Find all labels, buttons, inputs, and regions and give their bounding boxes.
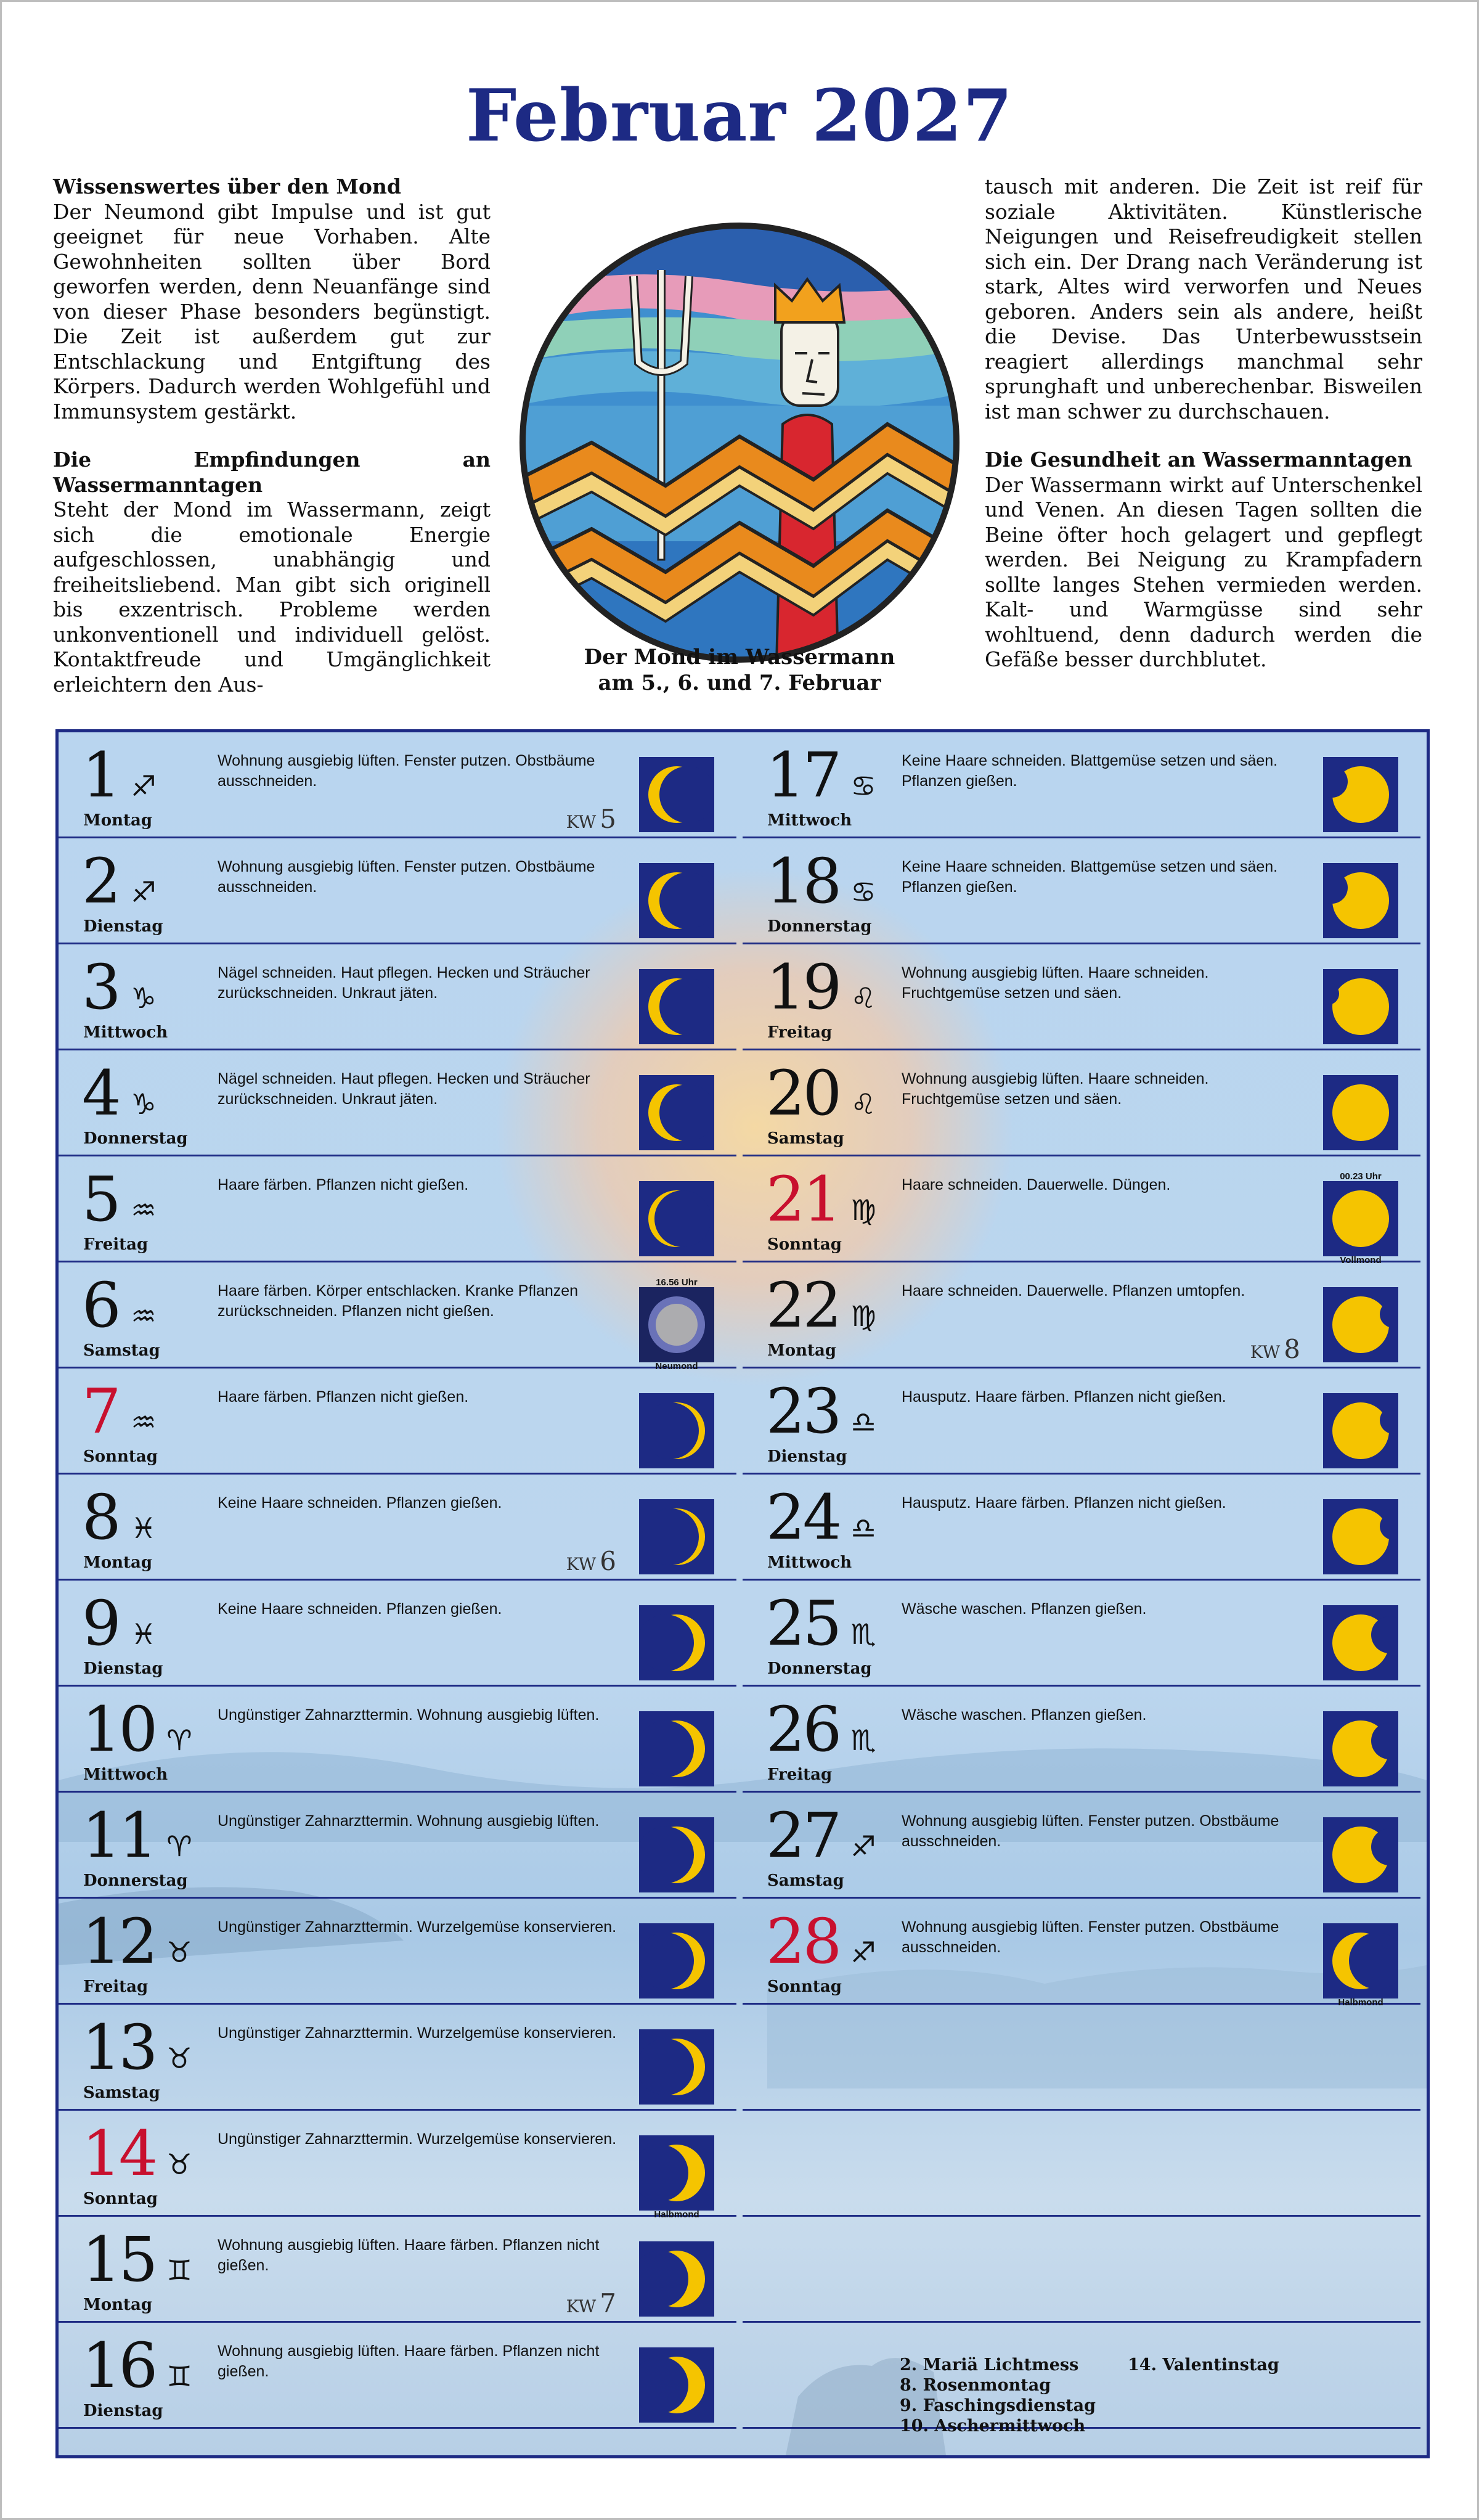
moon-phase-icon [639, 969, 714, 1044]
day-row [59, 2111, 736, 2220]
calendar-week [566, 2288, 616, 2318]
holidays-right [1128, 2355, 1279, 2375]
aquarius-icon: ♒ [131, 1405, 157, 1439]
capricorn-icon: ♑ [131, 981, 157, 1015]
calendar-week-label: KW [566, 2296, 597, 2317]
day-row [59, 838, 736, 944]
weekday-label: Freitag [767, 1765, 833, 1784]
day-number: 2 [82, 845, 119, 917]
holidays-left [900, 2355, 1096, 2436]
moon-phase-icon [639, 2135, 714, 2211]
day-number: 15 [82, 2223, 156, 2296]
aquarius-icon: ♒ [131, 1299, 157, 1333]
day-number: 26 [766, 1693, 840, 1765]
weekday-label: Samstag [83, 2084, 160, 2102]
day-row [59, 2217, 736, 2323]
moon-phase-icon [1323, 969, 1398, 1044]
weekday-label: Donnerstag [767, 1659, 872, 1678]
weekday-label: Mittwoch [767, 1553, 852, 1572]
pisces-icon: ♓ [131, 1512, 157, 1545]
moon-phase-icon [639, 863, 714, 938]
day-row [743, 1050, 1420, 1156]
calendar-week-number: 5 [600, 804, 616, 834]
moon-phase-icon [1323, 863, 1398, 938]
right-heading-2: Die Gesundheit an Wassermanntagen [985, 448, 1412, 472]
day-row [743, 1262, 1420, 1368]
empty-row-line [743, 2215, 1420, 2217]
day-number: 21 [766, 1163, 840, 1235]
moon-phase-icon [639, 2029, 714, 2105]
day-number: 17 [766, 739, 840, 811]
moon-phase-icon [639, 1075, 714, 1150]
leo-icon: ♌ [850, 1087, 876, 1121]
holiday-item: 2. Mariä Lichtmess [900, 2355, 1079, 2375]
day-row [59, 944, 736, 1050]
moon-phase-icon [1323, 1287, 1398, 1362]
weekday-label: Dienstag [83, 917, 163, 936]
weekday-label: Montag [83, 1553, 153, 1572]
right-text-column [985, 174, 1422, 696]
day-note: Haare schneiden. Dauerwelle. Düngen. [902, 1176, 1171, 1193]
day-note: Wohnung ausgiebig lüften. Fenster putzen. Obstbäume ausschneiden. [902, 1918, 1279, 1956]
pisces-icon: ♓ [131, 1618, 157, 1651]
calendar-week-label: KW [566, 812, 597, 832]
day-note: Haare färben. Körper entschlacken. Kranke Pflanzen zurückschneiden. Pflanzen nicht gießen. [218, 1282, 579, 1320]
day-number: 3 [82, 951, 119, 1023]
moon-phase-label: Halbmond [654, 2209, 699, 2220]
holiday-item: 8. Rosenmontag [900, 2376, 1051, 2395]
day-number: 24 [766, 1481, 840, 1553]
calendar-week [1250, 1334, 1300, 1364]
leo-icon: ♌ [850, 981, 876, 1015]
weekday-label: Mittwoch [83, 1023, 168, 1042]
weekday-label: Dienstag [83, 1659, 163, 1678]
weekday-label: Mittwoch [83, 1765, 168, 1784]
moon-phase-label: Halbmond [1338, 1997, 1383, 2008]
moon-phase-icon [1323, 1817, 1398, 1892]
day-note: Ungünstiger Zahnarzttermin. Wurzelgemüse konservieren. [218, 2024, 617, 2042]
day-row [743, 732, 1420, 838]
weekday-label: Montag [767, 1341, 837, 1360]
moon-time: 00.23 Uhr [1340, 1171, 1382, 1182]
day-row [743, 1156, 1420, 1266]
weekday-label: Sonntag [767, 1235, 842, 1254]
weekday-label: Sonntag [83, 2190, 158, 2208]
calendar-week [566, 804, 616, 834]
sagittarius-icon: ♐ [131, 769, 157, 803]
weekday-label: Sonntag [83, 1447, 158, 1466]
medallion-caption [567, 644, 912, 696]
page-title: Februar 2027 [466, 74, 1013, 158]
day-number: 5 [82, 1163, 119, 1235]
right-paragraph-2: Der Wassermann wirkt auf Unterschenkel und Venen. An diesen Tagen sollten die Beine öfter hoch gelagert und gepflegt werden. Bei Neigung zu Krampfadern sollte langes Stehen vermieden werden. Kalt- und Warmgüsse sind sehr wohltuend, denn dadurch werden die Gefäße besser durchblutet. [985, 472, 1422, 671]
calendar-grid [55, 729, 1430, 2458]
day-note: Wäsche waschen. Pflanzen gießen. [902, 1706, 1147, 1724]
holiday-item: 9. Faschingsdienstag [900, 2396, 1096, 2415]
cancer-icon: ♋ [850, 769, 876, 803]
weekday-label: Samstag [767, 1129, 844, 1148]
day-row [59, 2323, 736, 2429]
day-note: Nägel schneiden. Haut pflegen. Hecken und Sträucher zurückschneiden. Unkraut jäten. [218, 964, 590, 1002]
day-row [743, 1368, 1420, 1475]
day-note: Haare färben. Pflanzen nicht gießen. [218, 1176, 469, 1193]
day-note: Wohnung ausgiebig lüften. Haare färben. Pflanzen nicht gießen. [218, 2342, 600, 2380]
day-row [743, 1475, 1420, 1581]
weekday-label: Mittwoch [767, 811, 852, 830]
moon-phase-icon [639, 1817, 714, 1892]
calendar-week-label: KW [1250, 1342, 1281, 1362]
day-note: Ungünstiger Zahnarzttermin. Wurzelgemüse konservieren. [218, 1918, 617, 1936]
day-note: Wohnung ausgiebig lüften. Fenster putzen. Obstbäume ausschneiden. [218, 858, 595, 896]
moon-phase-icon [639, 1711, 714, 1786]
day-number: 18 [766, 845, 840, 917]
day-note: Hausputz. Haare färben. Pflanzen nicht gießen. [902, 1494, 1226, 1512]
weekday-label: Montag [83, 811, 153, 830]
day-number: 25 [766, 1587, 840, 1659]
weekday-label: Freitag [83, 1978, 149, 1996]
day-row [743, 838, 1420, 944]
calendar-week-number: 7 [600, 2288, 616, 2318]
moon-phase-icon [1323, 1499, 1398, 1574]
day-note: Keine Haare schneiden. Blattgemüse setzen und säen. Pflanzen gießen. [902, 858, 1278, 896]
day-note: Ungünstiger Zahnarzttermin. Wohnung ausgiebig lüften. [218, 1812, 600, 1830]
aquarius-medallion-illustration [518, 221, 961, 665]
calendar-week-label: KW [566, 1554, 597, 1574]
day-row [743, 1581, 1420, 1687]
moon-phase-icon [639, 2241, 714, 2317]
day-row [743, 1899, 1420, 2008]
taurus-icon: ♉ [166, 2042, 192, 2075]
day-row [59, 732, 736, 838]
scorpio-icon: ♏ [850, 1618, 876, 1651]
day-note: Wohnung ausgiebig lüften. Fenster putzen. Obstbäume ausschneiden. [902, 1812, 1279, 1850]
moon-phase-icon [1323, 1923, 1398, 1998]
moon-phase-icon [639, 1181, 714, 1256]
day-number: 27 [766, 1799, 840, 1872]
day-row [59, 1475, 736, 1581]
caption-line-2: am 5., 6. und 7. Februar [598, 671, 881, 695]
left-text-column [53, 174, 491, 721]
sagittarius-icon: ♐ [850, 1936, 876, 1969]
day-row [59, 1581, 736, 1687]
day-row [59, 1156, 736, 1262]
day-row [59, 2005, 736, 2111]
day-number: 28 [766, 1905, 840, 1978]
day-number: 4 [82, 1057, 119, 1129]
weekday-label: Dienstag [767, 1447, 847, 1466]
moon-phase-icon [639, 1393, 714, 1468]
day-note: Hausputz. Haare färben. Pflanzen nicht gießen. [902, 1388, 1226, 1405]
day-note: Keine Haare schneiden. Pflanzen gießen. [218, 1600, 502, 1618]
day-note: Haare schneiden. Dauerwelle. Pflanzen umtopfen. [902, 1282, 1245, 1299]
day-note: Ungünstiger Zahnarzttermin. Wohnung ausgiebig lüften. [218, 1706, 600, 1724]
weekday-label: Donnerstag [83, 1872, 188, 1890]
day-note: Haare färben. Pflanzen nicht gießen. [218, 1388, 469, 1405]
day-note: Wäsche waschen. Pflanzen gießen. [902, 1600, 1147, 1618]
day-number: 22 [766, 1269, 840, 1341]
gemini-icon: ♊ [166, 2254, 192, 2287]
day-note: Wohnung ausgiebig lüften. Fenster putzen. Obstbäume ausschneiden. [218, 752, 595, 790]
aquarius-icon: ♒ [131, 1193, 157, 1227]
moon-phase-icon [1323, 1711, 1398, 1786]
day-number: 8 [82, 1481, 119, 1553]
day-number: 1 [82, 739, 119, 811]
day-number: 9 [82, 1587, 119, 1659]
left-heading-1: Wissenswertes über den Mond [53, 174, 401, 198]
moon-phase-label: Neumond [655, 1361, 698, 1372]
weekday-label: Freitag [83, 1235, 149, 1254]
day-row [743, 944, 1420, 1050]
day-number: 13 [82, 2011, 156, 2084]
caption-line-1: Der Mond im Wassermann [584, 645, 895, 669]
day-number: 23 [766, 1375, 840, 1447]
cancer-icon: ♋ [850, 875, 876, 909]
taurus-icon: ♉ [166, 2148, 192, 2181]
day-row [59, 1793, 736, 1899]
scorpio-icon: ♏ [850, 1724, 876, 1757]
calendar-week [566, 1546, 616, 1576]
day-row [59, 1687, 736, 1793]
gemini-icon: ♊ [166, 2360, 192, 2393]
moon-phase-icon [639, 757, 714, 832]
day-row [743, 1687, 1420, 1793]
day-row [59, 1368, 736, 1475]
moon-phase-icon [639, 1287, 714, 1362]
calendar-week-number: 6 [600, 1546, 616, 1576]
weekday-label: Dienstag [83, 2402, 163, 2420]
holiday-item: 14. Valentinstag [1128, 2355, 1279, 2375]
day-row [59, 1050, 736, 1156]
weekday-label: Freitag [767, 1023, 833, 1042]
day-row [59, 1899, 736, 2005]
virgo-icon: ♍ [850, 1299, 876, 1333]
day-note: Keine Haare schneiden. Blattgemüse setzen und säen. Pflanzen gießen. [902, 752, 1278, 790]
moon-phase-icon [639, 2347, 714, 2423]
day-number: 16 [82, 2330, 156, 2402]
moon-phase-icon [1323, 1393, 1398, 1468]
day-number: 10 [82, 1693, 156, 1765]
moon-phase-icon [639, 1605, 714, 1680]
day-note: Nägel schneiden. Haut pflegen. Hecken und Sträucher zurückschneiden. Unkraut jäten. [218, 1070, 590, 1108]
day-number: 11 [82, 1799, 156, 1872]
moon-phase-icon [1323, 1181, 1398, 1256]
sagittarius-icon: ♐ [850, 1830, 876, 1863]
weekday-label: Sonntag [767, 1978, 842, 1996]
capricorn-icon: ♑ [131, 1087, 157, 1121]
day-row [59, 1262, 736, 1372]
moon-phase-icon [1323, 757, 1398, 832]
left-paragraph-2: Steht der Mond im Wassermann, zeigt sich die emotionale Energie aufgeschlossen, unabhängig und freiheitsliebend. Man gibt sich originell bis exzentrisch. Probleme werden unkonventionell und individuell gelöst. Kontaktfreude und Umgänglichkeit erleichtern den Aus- [53, 497, 491, 697]
day-note: Keine Haare schneiden. Pflanzen gießen. [218, 1494, 502, 1512]
weekday-label: Montag [83, 2296, 153, 2314]
right-paragraph-1: tausch mit anderen. Die Zeit ist reif für soziale Aktivitäten. Künstlerische Neigungen und Reisefreudigkeit stellen sich ein. Der Drang nach Veränderung ist stark, Altes wird verworfen und Neues geboren. Anders sein als andere, heißt die Devise. Das Unterbewusstsein reagiert allerdings manchmal sehr sprunghaft und unberechenbar. Bisweilen ist man schwer zu durchschauen. [985, 174, 1422, 423]
libra-icon: ♎ [850, 1512, 876, 1545]
moon-phase-icon [639, 1923, 714, 1998]
moon-phase-icon [1323, 1075, 1398, 1150]
moon-phase-icon [639, 1499, 714, 1574]
virgo-icon: ♍ [850, 1193, 876, 1227]
weekday-label: Samstag [83, 1341, 160, 1360]
empty-row-line [743, 2321, 1420, 2323]
day-number: 19 [766, 951, 840, 1023]
moon-phase-label: Vollmond [1340, 1255, 1382, 1266]
weekday-label: Donnerstag [83, 1129, 188, 1148]
day-note: Wohnung ausgiebig lüften. Haare schneiden. Fruchtgemüse setzen und säen. [902, 1070, 1209, 1108]
day-note: Ungünstiger Zahnarzttermin. Wurzelgemüse konservieren. [218, 2130, 617, 2148]
left-heading-2: Die Empfindungen an Wassermanntagen [53, 448, 491, 497]
day-note: Wohnung ausgiebig lüften. Haare färben. Pflanzen nicht gießen. [218, 2236, 600, 2274]
sagittarius-icon: ♐ [131, 875, 157, 909]
day-number: 14 [82, 2117, 156, 2190]
day-number: 20 [766, 1057, 840, 1129]
day-number: 6 [82, 1269, 119, 1341]
moon-phase-icon [1323, 1605, 1398, 1680]
day-number: 12 [82, 1905, 156, 1978]
taurus-icon: ♉ [166, 1936, 192, 1969]
weekday-label: Donnerstag [767, 917, 872, 936]
day-row [743, 1793, 1420, 1899]
calendar-week-number: 8 [1284, 1334, 1300, 1364]
weekday-label: Samstag [767, 1872, 844, 1890]
libra-icon: ♎ [850, 1405, 876, 1439]
holiday-item: 10. Aschermittwoch [900, 2416, 1086, 2436]
day-number: 7 [82, 1375, 119, 1447]
aries-icon: ♈ [166, 1830, 192, 1863]
moon-time: 16.56 Uhr [656, 1277, 698, 1288]
empty-row-line [743, 2109, 1420, 2111]
left-paragraph-1: Der Neumond gibt Impulse und ist gut geeignet für neue Vorhaben. Alte Gewohnheiten sollten über Bord geworfen werden, denn Neuanfänge sind von dieser Phase besonders begünstigt. Die Zeit ist außerdem gut zur Entschlackung und Entgiftung des Körpers. Dadurch werden Wohlgefühl und Immunsystem gestärkt. [53, 199, 491, 423]
aries-icon: ♈ [166, 1724, 192, 1757]
day-note: Wohnung ausgiebig lüften. Haare schneiden. Fruchtgemüse setzen und säen. [902, 964, 1209, 1002]
